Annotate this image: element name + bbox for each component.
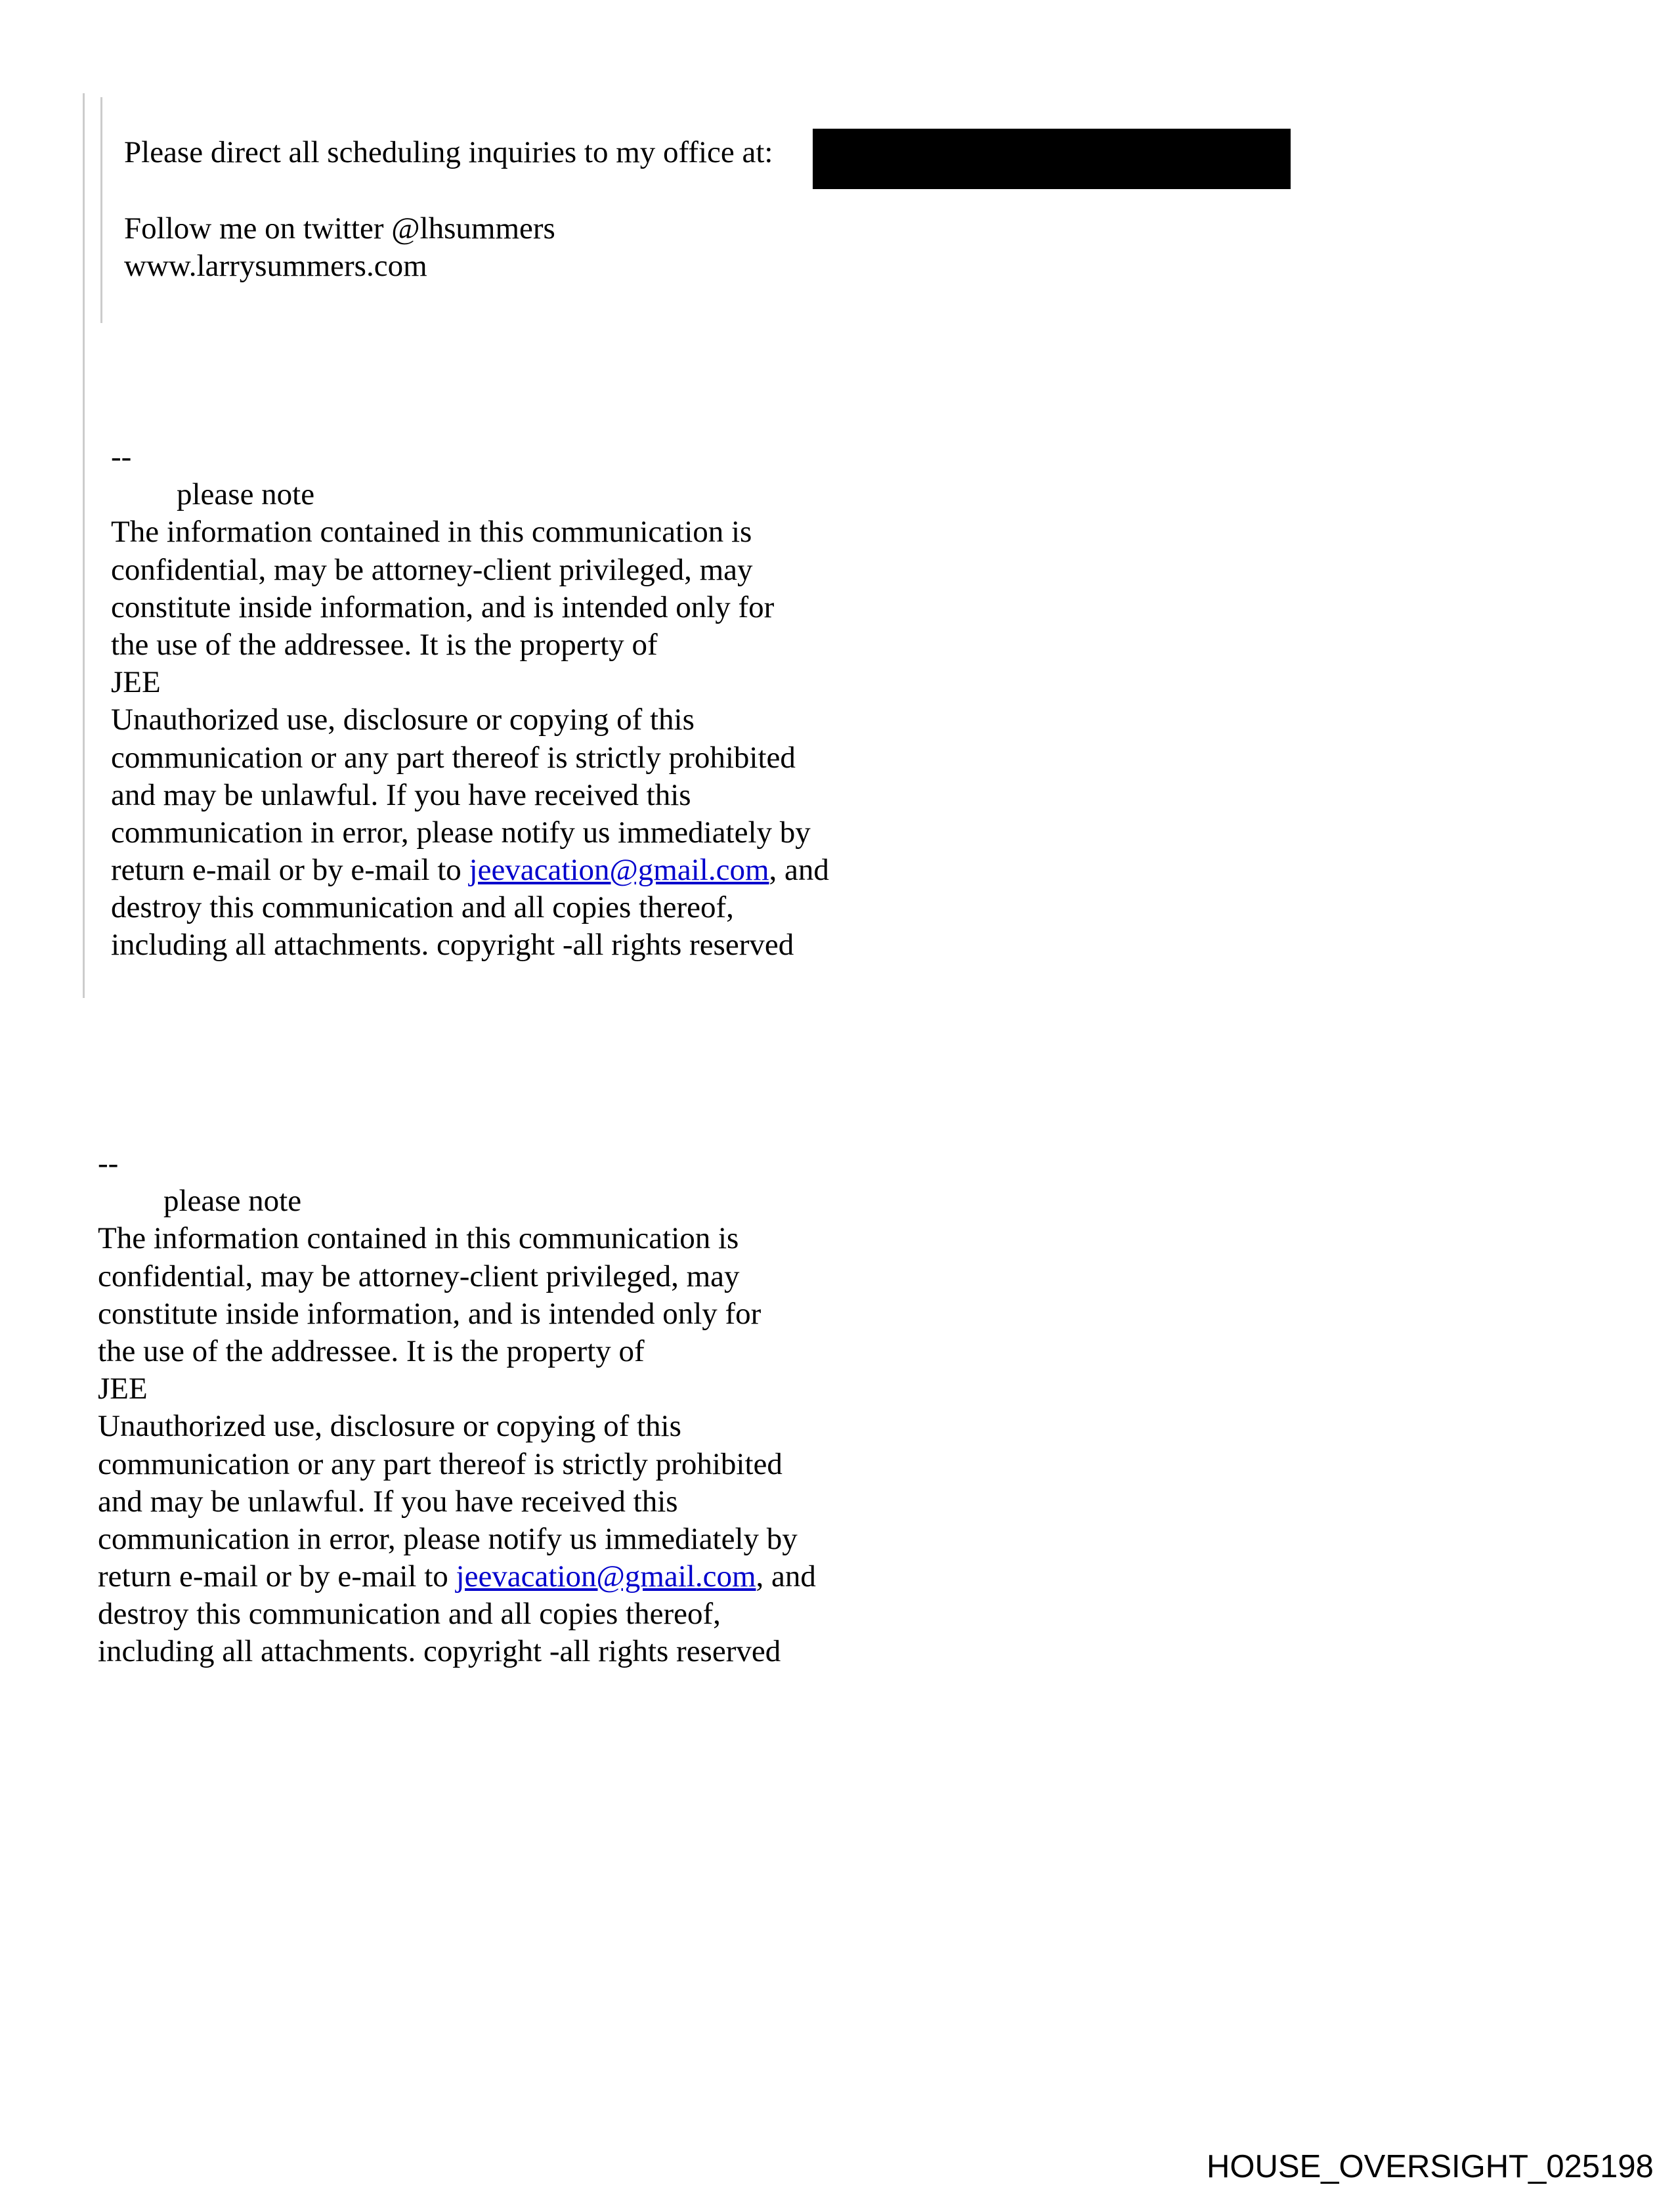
disclaimer-line: including all attachments. copyright -all rights reserved: [111, 928, 794, 963]
disclaimer-line-text: , and: [769, 853, 829, 888]
bates-number: HOUSE_OVERSIGHT_025198: [1207, 2149, 1654, 2184]
scheduling-text: Please direct all scheduling inquiries to my office at:: [124, 135, 773, 169]
disclaimer-line: The information contained in this communication is: [98, 1221, 739, 1256]
disclaimer-line: constitute inside information, and is intended only for: [98, 1296, 762, 1331]
disclaimer-line-text: return e-mail or by e-mail to: [111, 853, 469, 888]
disclaimer-line: including all attachments. copyright -all rights reserved: [98, 1634, 781, 1669]
disclaimer-line: Unauthorized use, disclosure or copying of this: [98, 1409, 681, 1444]
disclaimer-line: communication in error, please notify us immediately by: [98, 1521, 798, 1556]
disclaimer-block: [98, 1145, 816, 1671]
disclaimer-line: confidential, may be attorney-client privileged, may: [98, 1259, 740, 1293]
please-note: please note: [163, 1184, 302, 1219]
disclaimer-line: Unauthorized use, disclosure or copying of this: [111, 703, 695, 737]
disclaimer-line: confidential, may be attorney-client privileged, may: [111, 552, 753, 587]
email-link[interactable]: jeevacation@gmail.com: [456, 1559, 756, 1594]
website-text: www.larrysummers.com: [124, 249, 427, 283]
redaction-box: [813, 129, 1291, 189]
separator: --: [111, 440, 132, 474]
email-link[interactable]: jeevacation@gmail.com: [469, 853, 769, 888]
disclaimer-line: and may be unlawful. If you have received this: [98, 1484, 678, 1519]
separator: --: [98, 1146, 119, 1181]
disclaimer-line: destroy this communication and all copies thereof,: [111, 890, 734, 925]
disclaimer-line: communication in error, please notify us immediately by: [111, 815, 811, 850]
quote-border-inner: [100, 97, 102, 323]
disclaimer-line: the use of the addressee. It is the property of: [111, 627, 658, 662]
twitter-text: Follow me on twitter @lhsummers: [124, 211, 555, 246]
quote-border-outer: [83, 93, 85, 998]
disclaimer-line: JEE: [111, 665, 161, 700]
disclaimer-line: destroy this communication and all copies thereof,: [98, 1597, 721, 1632]
disclaimer-line: the use of the addressee. It is the property of: [98, 1334, 645, 1368]
disclaimer-line: [111, 852, 829, 889]
disclaimer-line: communication or any part thereof is strictly prohibited: [111, 740, 796, 775]
disclaimer-line: and may be unlawful. If you have received this: [111, 777, 691, 812]
disclaimer-line: JEE: [98, 1372, 148, 1406]
please-note: please note: [177, 477, 315, 512]
disclaimer-line-text: , and: [756, 1559, 816, 1594]
disclaimer-line: [98, 1558, 816, 1595]
disclaimer-line: The information contained in this communication is: [111, 515, 752, 550]
disclaimer-line: constitute inside information, and is intended only for: [111, 590, 775, 624]
disclaimer-block-quoted: [111, 439, 829, 965]
disclaimer-line: communication or any part thereof is strictly prohibited: [98, 1446, 783, 1481]
disclaimer-line-text: return e-mail or by e-mail to: [98, 1559, 456, 1594]
